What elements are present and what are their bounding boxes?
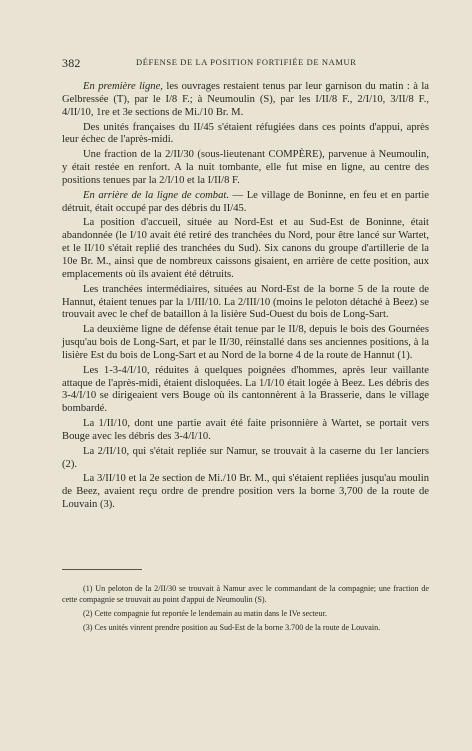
paragraph [62,418,429,444]
footnotes [62,583,429,636]
paragraph [62,217,429,281]
paragraph-text: Les 1-3-4/I/10, réduites à quelques poignées d'hommes, après leur vaillante attaque de l'après-midi, étaient disloquées. La 1/I/10 était logée à Beez. Les débris des 3-4/I/10 se dirigeaient vers Bouge où ils cantonnèrent à la Brasserie, dans le village bombardé. [62,364,429,415]
footnote-separator [62,569,142,570]
body-text [62,81,429,514]
paragraph [62,473,429,512]
paragraph-lead: En première ligne, [83,81,163,92]
paragraph-text: — Le village de Boninne, en feu et en partie détruit, était occupé par des débris du II/45. [62,189,429,214]
paragraph [62,446,429,472]
paragraph [62,149,429,188]
paragraph-text: La 1/II/10, dont une partie avait été faite prisonnière à Wartet, se portait vers Bouge avec les débris des 3-4/I/10. [62,418,429,442]
footnote: (1) Un peloton de la 2/II/30 se trouvait à Namur avec le commandant de la compagnie; une fraction de cette compagnie se trouvait au point d'appui de Neumoulin (S). [62,584,429,604]
paragraph [62,324,429,363]
paragraph-lead: En arrière de la ligne de combat. [83,189,229,201]
paragraph [62,190,429,216]
paragraph [62,284,429,323]
paragraph-text: Des unités françaises du II/45 s'étaient réfugiées dans ces points d'appui, après leur échec de l'après-midi. [62,121,429,146]
paragraph-text: La deuxième ligne de défense était tenue par le II/8, depuis le bois des Gournées jusqu'au bois de Long-Sart, et par le II/30, réinstallé dans ses anciennes positions, à la lisière Est du bois de Long-Sart et au Nord de la borne 4 de la route de Hannut (1). [62,324,429,361]
paragraph [62,122,429,148]
paragraph-text: La position d'accueil, située au Nord-Est et au Sud-Est de Boninne, était abandonnée (le I/10 avait été retiré des tranchées du Nord, pour être lancé sur Wartet, et le II/10 s'était replié des tranchées du Sud). Six canons du groupe d'artillerie de la 10e Br. M., ainsi que de nombreux caissons gisaient, en arrière de cette position, aux emplacements où ils avaient été détruits. [62,217,429,280]
paragraph-text: La 3/II/10 et la 2e section de Mi./10 Br. M., qui s'étaient repliées jusqu'au moulin de Beez, avaient reçu ordre de prendre position vers la borne 3,700 de la route de Louvain (3). [62,473,429,511]
page-number: 382 [62,56,81,70]
paragraph [62,365,429,416]
running-title: DÉFENSE DE LA POSITION FORTIFIÉE DE NAMUR [136,57,357,67]
paragraph-text: Une fraction de la 2/II/30 (sous-lieutenant COMPÈRE), parvenue à Neumoulin, y était restée en renfort. A la nuit tombante, elle fut mise en ligne, au centre des positions tenues par la 2/I/10 et la I/II/8 F. [62,149,429,186]
footnote: (2) Cette compagnie fut reportée le lendemain au matin dans le IVe secteur. [83,609,327,618]
paragraph-text: les ouvrages restaient tenus par leur garnison du matin : à la Gelbressée (T), par le I/8 F.; à Neumoulin (S), par les I/II/8 F., 2/I/10, 3/II/8 F., 4/II/10, 1re et 3e sections de Mi./10 Br. M. [62,81,430,118]
footnote: (3) Ces unités vinrent prendre position au Sud-Est de la borne 3.700 de la route de Louvain. [83,623,381,632]
page-header [62,56,420,70]
paragraph-text: Les tranchées intermédiaires, situées au Nord-Est de la borne 5 de la route de Hannut, étaient tenues par la 1/III/10. La 2/III/10 (moins le peloton détaché à Beez) se trouvait avec le chef de bataillon à la lisière Sud-Ouest du bois de Long-Sart. [62,283,429,321]
paragraph-text: La 2/II/10, qui s'était repliée sur Namur, se trouvait à la caserne du 1er lanciers (2). [62,445,429,470]
paragraph [62,81,429,120]
